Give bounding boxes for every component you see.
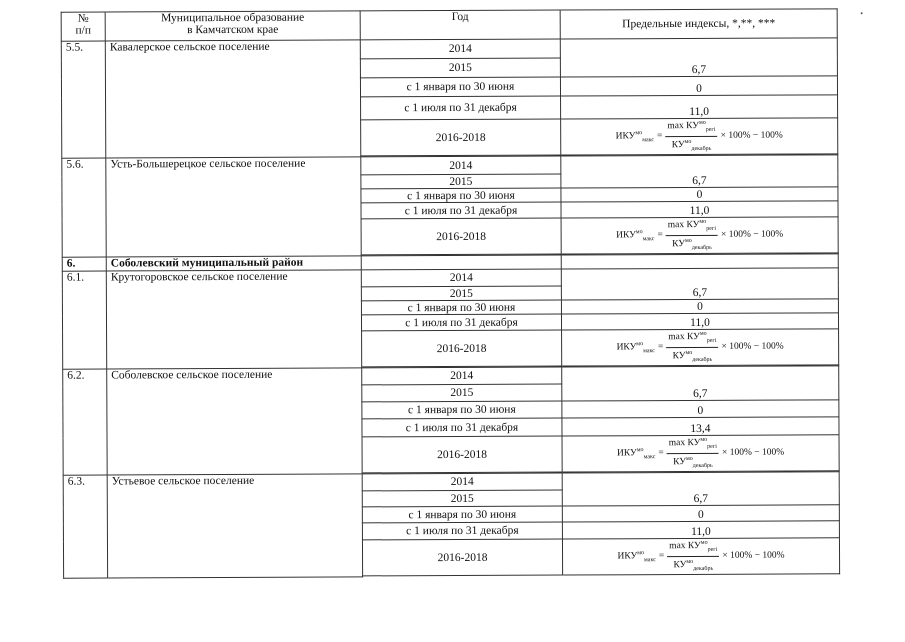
period-cell: с 1 июля по 31 декабря: [361, 202, 561, 219]
row-number: 5.5.: [61, 41, 106, 158]
empty-cell: [361, 255, 561, 270]
year-cell: 2014: [361, 269, 561, 287]
index-value: 11,0: [561, 201, 838, 218]
municipality-name: Крутогоровское сельское поселение: [106, 270, 361, 369]
period-cell: с 1 января по 30 июня: [361, 188, 561, 203]
municipality-name: Соболевское сельское поселение: [107, 368, 362, 475]
year-cell: 2016-2018: [361, 119, 561, 156]
municipality-name: Усть-Большерецкое сельское поселение: [106, 157, 361, 257]
index-formula-cell: [562, 538, 839, 575]
index-value: 11,0: [561, 313, 838, 330]
index-value: 6,7: [561, 155, 838, 188]
municipality-name: Кавалерское сельское поселение: [105, 40, 361, 158]
table-row: [61, 38, 837, 60]
period-cell: с 1 января по 30 июня: [360, 77, 560, 97]
year-cell: 2015: [362, 490, 562, 507]
header-index: Предельные индексы, *,**, ***: [560, 9, 837, 39]
index-value: 0: [560, 76, 837, 96]
period-cell: с 1 января по 30 июня: [362, 506, 562, 523]
year-cell: 2014: [362, 367, 562, 385]
index-value: 11,0: [561, 95, 838, 119]
year-cell: 2016-2018: [362, 539, 562, 576]
year-cell: 2016-2018: [362, 330, 562, 367]
index-value: 6,7: [562, 366, 839, 401]
year-cell: 2014: [360, 39, 560, 59]
row-number: 6.2.: [63, 369, 107, 475]
municipality-name: Устьевое сельское поселение: [107, 474, 362, 578]
year-cell: 2014: [361, 156, 561, 175]
year-cell: 2015: [361, 174, 561, 189]
formula: $ИКУ^{мо}_{макс}$ = $\frac{\max КУ^{мо}_{регi}}{КУ^{мо}_{декабрь}}$ × 100% − 100%: [616, 331, 784, 364]
formula: $ИКУ^{мо}_{макс}$ = $\frac{\max КУ^{мо}_{регi}}{КУ^{мо}_{декабрь}}$ × 100% − 100%: [615, 119, 783, 153]
index-value: 6,7: [562, 472, 839, 506]
index-formula-cell: [562, 329, 839, 366]
formula: $ИКУ^{мо}_{макс}$ = $\frac{\max КУ^{мо}_{регi}}{КУ^{мо}_{декабрь}}$ × 100% − 100%: [616, 218, 784, 252]
period-cell: с 1 января по 30 июня: [361, 300, 561, 315]
period-cell: с 1 июля по 31 декабря: [361, 96, 561, 120]
index-value: 0: [562, 505, 839, 522]
period-cell: с 1 июля по 31 декабря: [361, 314, 561, 331]
header-year: Год: [360, 10, 560, 40]
year-cell: 2015: [360, 58, 560, 78]
year-cell: 2016-2018: [362, 436, 562, 473]
table-row: [62, 268, 838, 288]
year-cell: 2014: [362, 473, 562, 491]
table-row: [62, 155, 838, 176]
indices-table: [61, 8, 840, 578]
header-municipality: Муниципальное образование в Камчатском крае: [105, 11, 360, 41]
period-cell: с 1 июля по 31 декабря: [362, 522, 562, 540]
row-number: 5.6.: [62, 158, 106, 257]
index-value: 0: [561, 299, 838, 314]
header-num: № п/п: [61, 12, 105, 41]
row-number: 6.3.: [63, 475, 107, 578]
formula: $ИКУ^{мо}_{макс}$ = $\frac{\max КУ^{мо}_{регi}}{КУ^{мо}_{декабрь}}$ × 100% − 100%: [616, 437, 785, 470]
index-value: 0: [562, 400, 839, 418]
row-number: 6.1.: [62, 271, 106, 369]
index-value: 11,0: [562, 521, 839, 539]
year-cell: 2015: [361, 286, 561, 301]
table-header-row: [61, 9, 837, 41]
index-formula-cell: [561, 118, 838, 155]
index-value: 0: [561, 187, 838, 202]
empty-cell: [561, 254, 838, 269]
table-row: [63, 366, 839, 386]
year-cell: 2016-2018: [361, 218, 561, 255]
table-row: [63, 472, 839, 492]
index-formula-cell: [562, 435, 839, 472]
index-formula-cell: [561, 217, 838, 254]
section-title: Соболевский муниципальный район: [106, 256, 361, 271]
period-cell: с 1 января по 30 июня: [362, 401, 562, 419]
year-cell: 2015: [362, 384, 562, 402]
index-value: 13,4: [562, 417, 839, 436]
speck: [861, 12, 863, 14]
formula: $ИКУ^{мо}_{макс}$ = $\frac{\max КУ^{мо}_{регi}}{КУ^{мо}_{декабрь}}$ × 100% − 100%: [617, 540, 785, 573]
index-value: 6,7: [561, 268, 838, 300]
period-cell: с 1 июля по 31 декабря: [362, 418, 562, 437]
index-value: 6,7: [560, 38, 837, 77]
section-number: 6.: [62, 257, 106, 271]
